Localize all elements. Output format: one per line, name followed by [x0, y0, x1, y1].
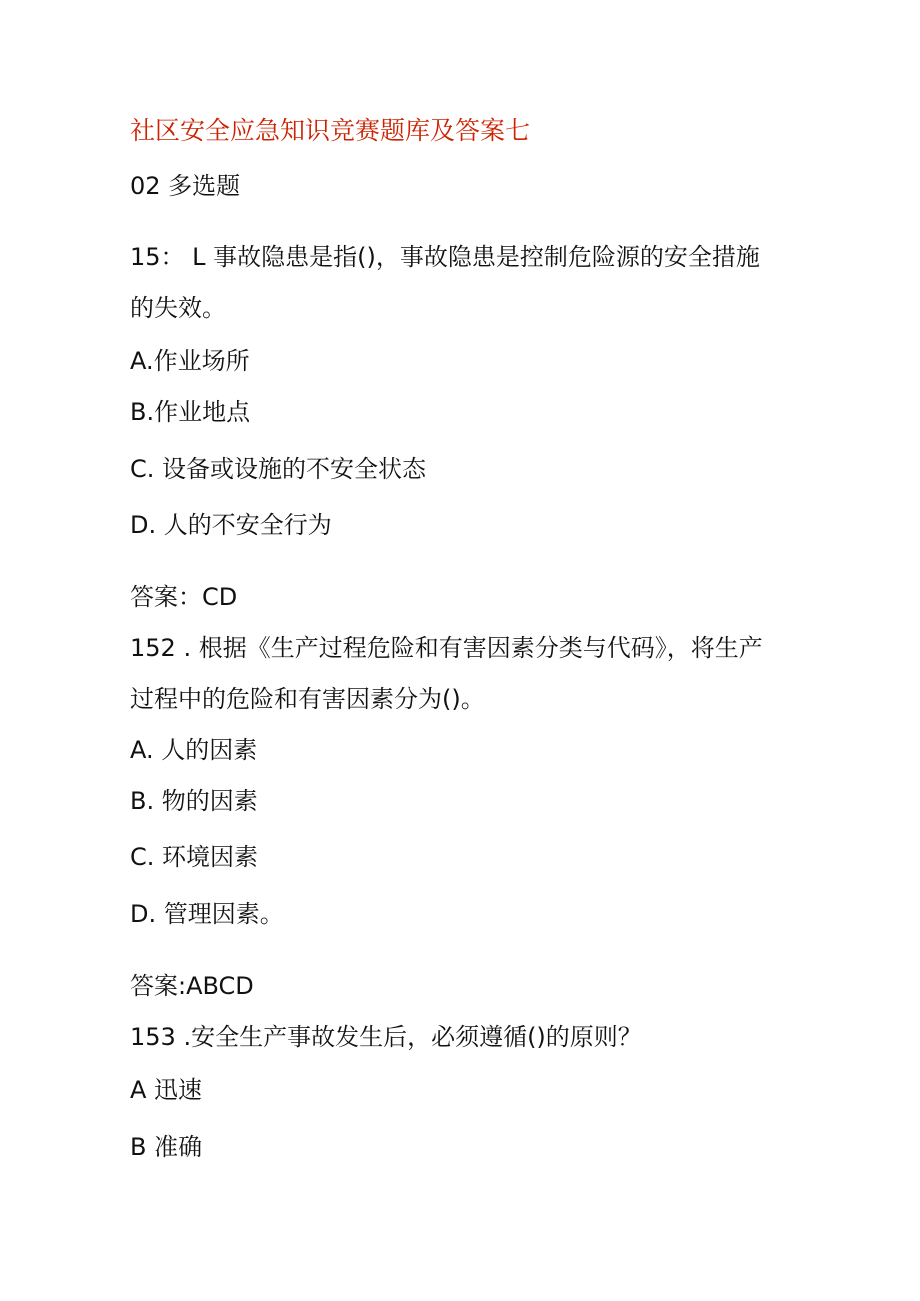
option-b: B 准确: [130, 1133, 203, 1161]
option-b: B. 物的因素: [130, 787, 258, 815]
option-a: A 迅速: [130, 1076, 203, 1104]
option-d: D. 管理因素。: [130, 900, 284, 928]
question-text-line: 的失效。: [130, 294, 226, 322]
option-c: C. 环境因素: [130, 843, 259, 871]
option-a: A. 人的因素: [130, 736, 258, 764]
answer-line: 答案：CD: [130, 583, 238, 611]
option-d: D. 人的不安全行为: [130, 511, 332, 539]
answer-line: 答案:ABCD: [130, 972, 254, 1000]
option-b: B.作业地点: [130, 398, 251, 426]
option-c: C. 设备或设施的不安全状态: [130, 455, 427, 483]
option-a: A.作业场所: [130, 347, 250, 375]
question-text-line: 152 . 根据《生产过程危险和有害因素分类与代码》，将生产: [130, 634, 763, 662]
question-text-line: 过程中的危险和有害因素分为()。: [130, 685, 485, 713]
section-heading: 02 多选题: [130, 172, 241, 200]
question-text-line: 153 .安全生产事故发生后，必须遵循()的原则？: [130, 1023, 642, 1051]
document-title: 社区安全应急知识竞赛题库及答案七: [130, 116, 531, 145]
question-text-line: 15： L 事故隐患是指()，事故隐患是控制危险源的安全措施: [130, 243, 760, 271]
